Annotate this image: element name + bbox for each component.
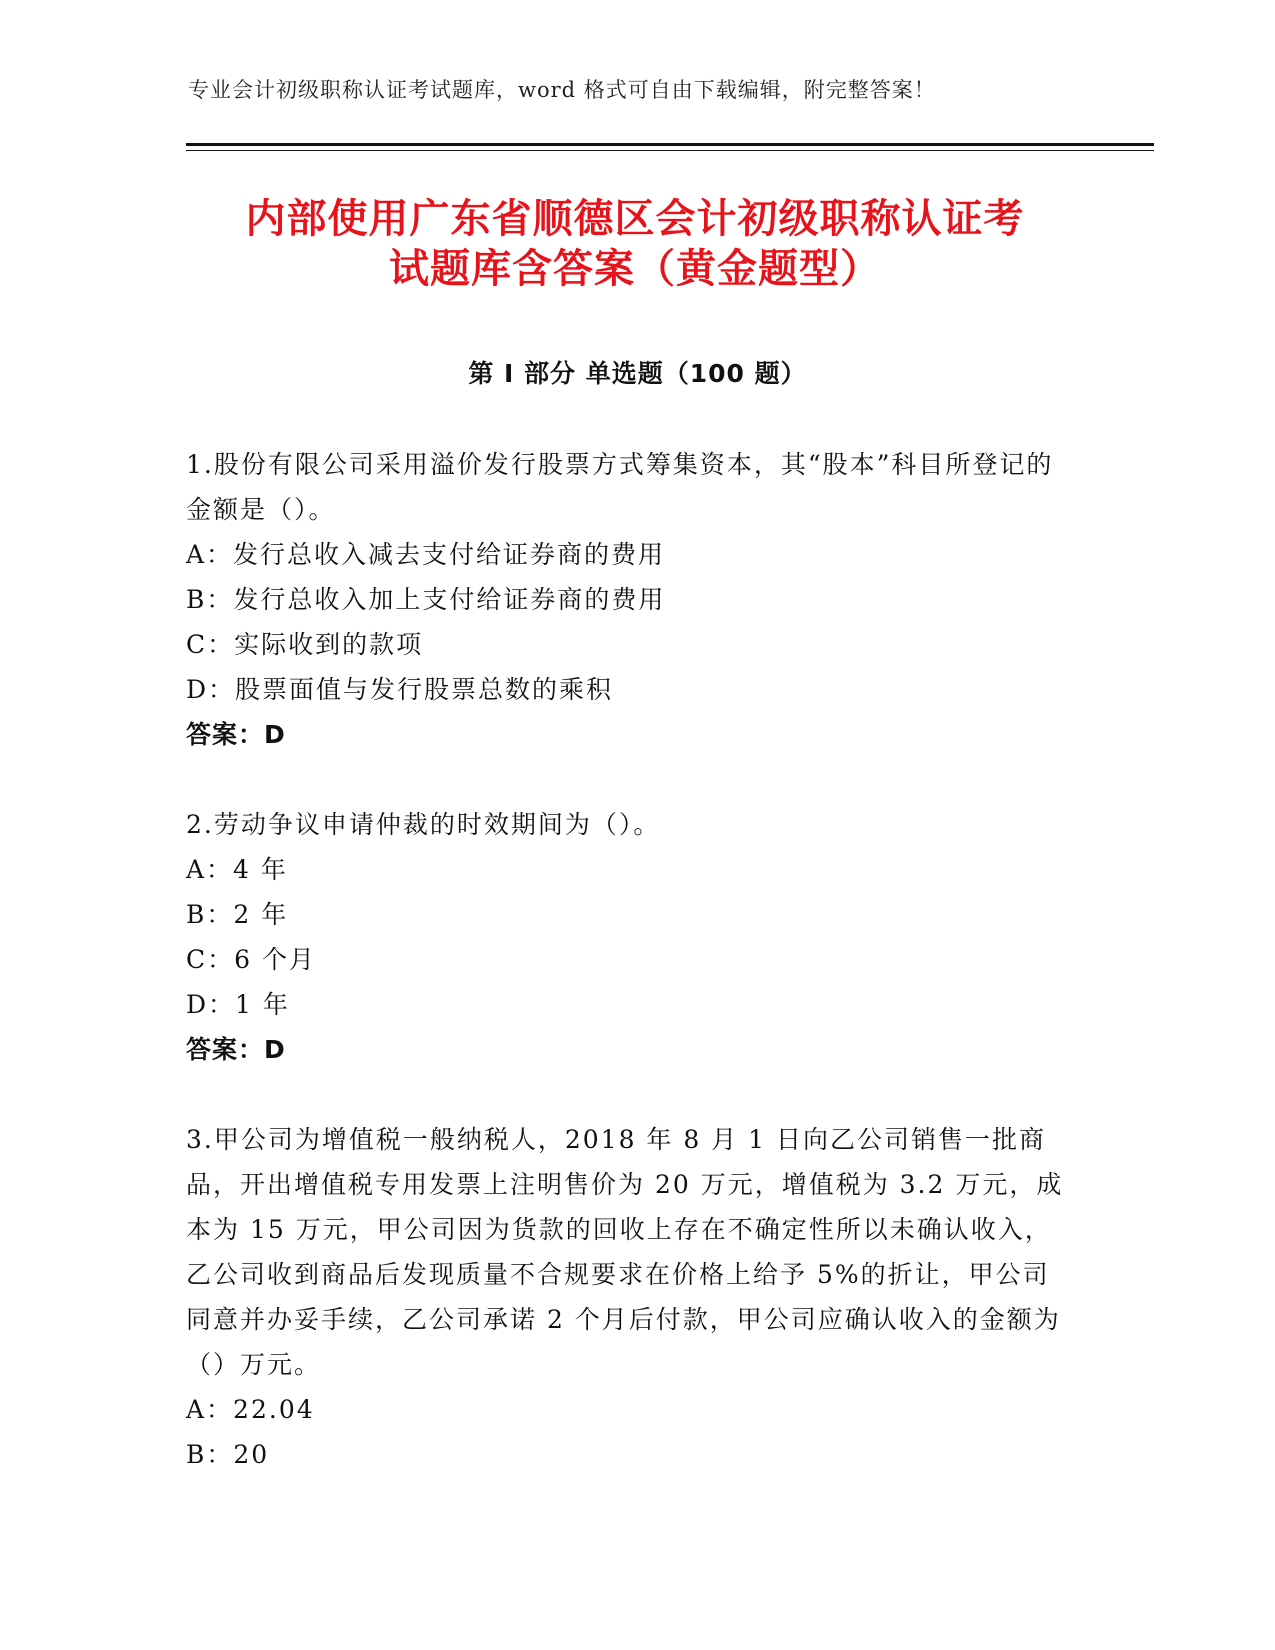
question-list <box>186 442 1076 1522</box>
question-stem: 2.劳动争议申请仲裁的时效期间为（）。 <box>186 810 661 839</box>
answer: 答案：D <box>186 1035 286 1064</box>
header-note: 专业会计初级职称认证考试题库，word 格式可自由下载编辑，附完整答案！ <box>188 78 936 102</box>
title-line-1: 内部使用广东省顺德区会计初级职称认证考 <box>245 196 1025 242</box>
question-stem: 1.股份有限公司采用溢价发行股票方式筹集资本，其“股本”科目所登记的金额是（）。 <box>186 450 1054 524</box>
option-a: A：4 年 <box>186 855 288 884</box>
document-title <box>160 194 1110 294</box>
option-b: B：20 <box>186 1440 270 1469</box>
option-d: D：股票面值与发行股票总数的乘积 <box>186 675 614 704</box>
option-c: C：实际收到的款项 <box>186 630 424 659</box>
option-b: B：发行总收入加上支付给证券商的费用 <box>186 585 666 614</box>
question-3 <box>186 1117 1076 1477</box>
option-c: C：6 个月 <box>186 945 316 974</box>
section-title: 第 I 部分 单选题（100 题） <box>468 359 807 388</box>
option-a: A：22.04 <box>186 1395 315 1424</box>
title-line-2: 试题库含答案（黄金题型） <box>389 246 881 292</box>
header-rule-thick <box>186 143 1154 146</box>
option-d: D：1 年 <box>186 990 290 1019</box>
option-b: B：2 年 <box>186 900 289 929</box>
header-rule-thin <box>186 150 1154 151</box>
answer: 答案：D <box>186 720 286 749</box>
question-2 <box>186 802 1076 1072</box>
question-stem: 3.甲公司为增值税一般纳税人，2018 年 8 月 1 日向乙公司销售一批商品，开出增值税专用发票上注明售价为 20 万元，增值税为 3.2 万元，成本为 15 万元，甲公司因为货款的回收上存在不确定性所以未确认收入，乙公司收到商品后发现质量不合规要求在价格上给予 5%的折让，甲公司同意并办妥手续，乙公司承诺 2 个月后付款，甲公司应确认收入的金额为（）万元。 <box>186 1125 1064 1379</box>
question-1 <box>186 442 1076 757</box>
option-a: A：发行总收入减去支付给证券商的费用 <box>186 540 666 569</box>
